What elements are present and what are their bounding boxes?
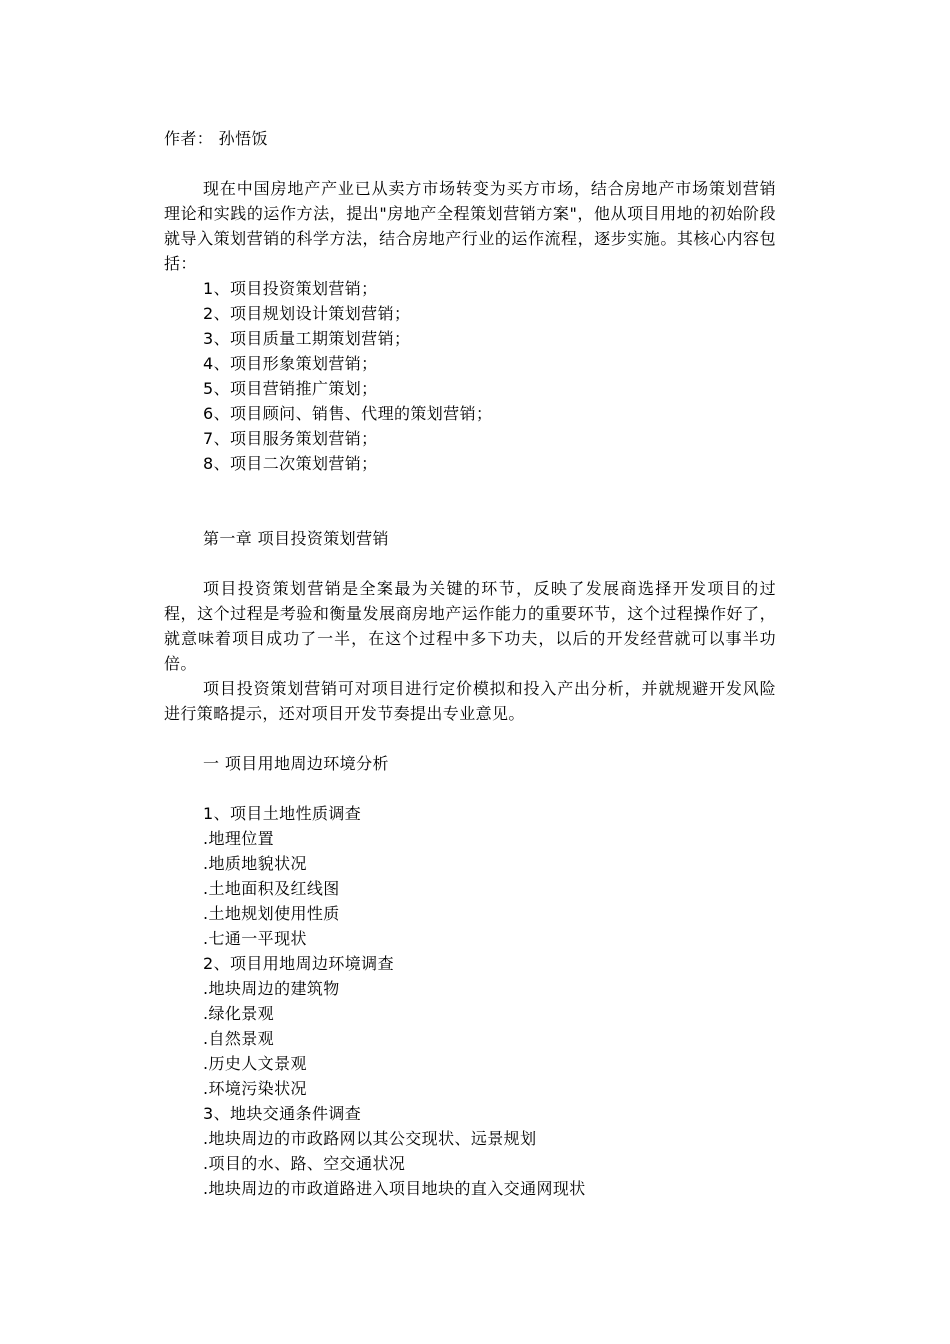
list-item: .历史人文景观 — [203, 1054, 307, 1073]
list-item: .地块周边的市政路网以其公交现状、远景规划 — [203, 1129, 537, 1148]
document-page — [164, 126, 776, 1201]
chapter-paragraph-1: 项目投资策划营销是全案最为关键的环节，反映了发展商选择开发项目的过程，这个过程是考验和衡量发展商房地产运作能力的重要环节，这个过程操作好了，就意味着项目成功了一半，在这个过程中多下功夫，以后的开发经营就可以事半功倍。 — [164, 579, 776, 673]
intro-paragraph: 现在中国房地产产业已从卖方市场转变为买方市场，结合房地产市场策划营销理论和实践的运作方法，提出"房地产全程策划营销方案"，他从项目用地的初始阶段就导入策划营销的科学方法，结合房地产行业的运作流程，逐步实施。其核心内容包括： — [164, 179, 776, 273]
list-item: 8、项目二次策划营销； — [203, 454, 378, 473]
list-item: 1、项目投资策划营销； — [203, 279, 378, 298]
list-item: 5、项目营销推广策划； — [203, 379, 378, 398]
spacer — [164, 551, 776, 576]
section-list — [164, 801, 776, 1201]
list-item: .地质地貌状况 — [203, 854, 307, 873]
spacer — [164, 151, 776, 176]
list-item: .土地规划使用性质 — [203, 904, 340, 923]
chapter-paragraph-2: 项目投资策划营销可对项目进行定价模拟和投入产出分析，并就规避开发风险进行策略提示，还对项目开发节奏提出专业意见。 — [164, 679, 776, 723]
list-item: .项目的水、路、空交通状况 — [203, 1154, 406, 1173]
subsection-heading: 1、项目土地性质调查 — [203, 804, 362, 823]
list-item: .七通一平现状 — [203, 929, 307, 948]
spacer — [164, 501, 776, 526]
list-item: 7、项目服务策划营销； — [203, 429, 378, 448]
list-item: .地块周边的市政道路进入项目地块的直入交通网现状 — [203, 1179, 586, 1198]
list-item: .土地面积及红线图 — [203, 879, 340, 898]
list-item: 6、项目顾问、销售、代理的策划营销； — [203, 404, 493, 423]
subsection-heading: 3、地块交通条件调查 — [203, 1104, 362, 1123]
list-item: .地块周边的建筑物 — [203, 979, 340, 998]
list-item: 2、项目规划设计策划营销； — [203, 304, 411, 323]
list-item: 3、项目质量工期策划营销； — [203, 329, 411, 348]
list-item: .绿化景观 — [203, 1004, 275, 1023]
list-item: .自然景观 — [203, 1029, 275, 1048]
list-item: .地理位置 — [203, 829, 275, 848]
author-line: 作者： 孙悟饭 — [164, 129, 268, 148]
spacer — [164, 776, 776, 801]
spacer — [164, 726, 776, 751]
core-items-list — [164, 276, 776, 476]
list-item: .环境污染状况 — [203, 1079, 307, 1098]
subsection-heading: 2、项目用地周边环境调查 — [203, 954, 394, 973]
spacer — [164, 476, 776, 501]
list-item: 4、项目形象策划营销； — [203, 354, 378, 373]
section-title: 一 项目用地周边环境分析 — [203, 754, 389, 773]
chapter-title: 第一章 项目投资策划营销 — [203, 529, 389, 548]
